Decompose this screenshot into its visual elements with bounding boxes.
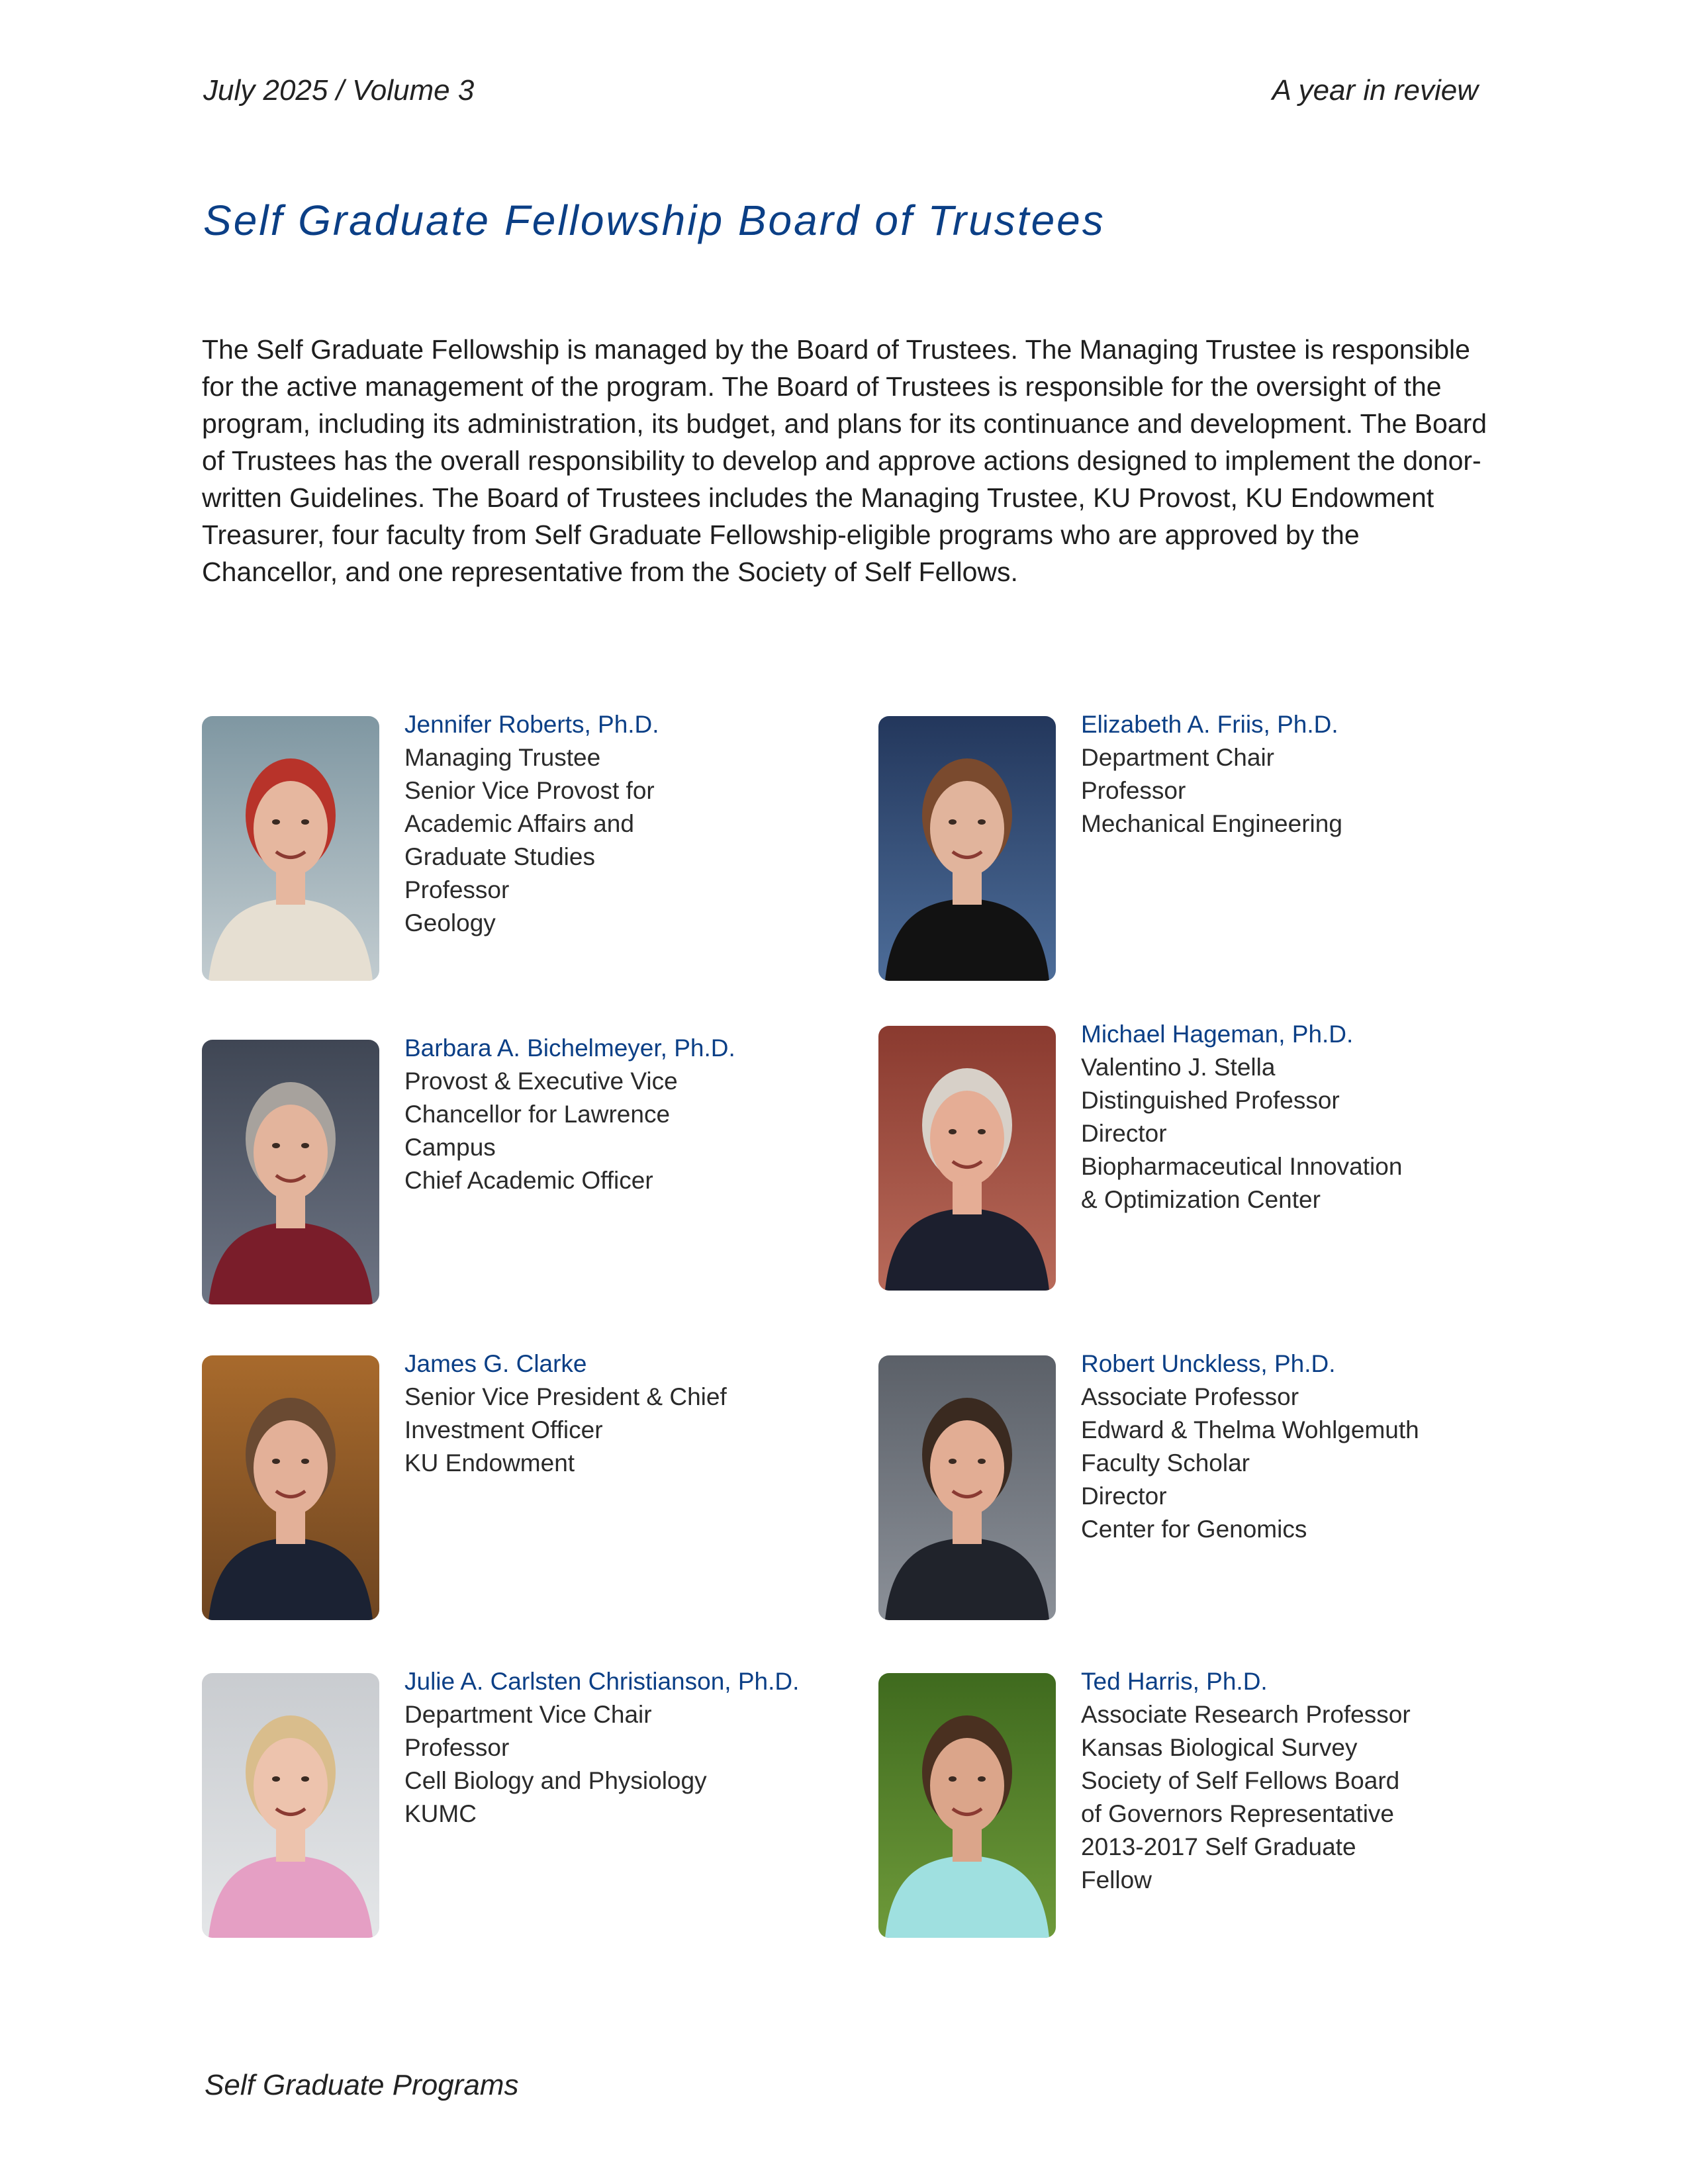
trustee-title-line: Chief Academic Officer xyxy=(404,1167,653,1194)
trustee-title-line: Campus xyxy=(404,1134,496,1161)
trustee-name: Ted Harris, Ph.D. xyxy=(1081,1668,1268,1695)
trustee-titles xyxy=(1081,1381,1544,1546)
trustee-title-line: Director xyxy=(1081,1482,1167,1510)
trustee-name: Jennifer Roberts, Ph.D. xyxy=(404,711,659,738)
trustee-title-line: Department Vice Chair xyxy=(404,1701,652,1728)
trustee-title-line: Director xyxy=(1081,1120,1167,1147)
trustee-title-line: Professor xyxy=(1081,777,1186,804)
trustee-info xyxy=(404,1032,868,1197)
trustee-photo xyxy=(878,716,1056,981)
trustee-titles xyxy=(404,1698,868,1831)
trustee-titles xyxy=(1081,741,1544,841)
trustee-title-line: Fellow xyxy=(1081,1866,1152,1893)
trustee-titles xyxy=(404,1065,868,1197)
trustee-name: Michael Hageman, Ph.D. xyxy=(1081,1021,1354,1048)
trustee-title-line: Associate Professor xyxy=(1081,1383,1299,1410)
trustee-name: James G. Clarke xyxy=(404,1350,587,1377)
trustee-title-line: Professor xyxy=(404,876,510,903)
trustee-title-line: Academic Affairs and xyxy=(404,810,634,837)
trustee-titles xyxy=(1081,1051,1544,1216)
trustee-info xyxy=(404,708,868,940)
trustee-title-line: Managing Trustee xyxy=(404,744,601,771)
trustee-titles xyxy=(404,1381,868,1480)
trustee-title-line: Geology xyxy=(404,909,496,936)
trustee-title-line: Valentino J. Stella xyxy=(1081,1054,1276,1081)
trustee-info xyxy=(1081,1665,1544,1897)
trustee-title-line: Investment Officer xyxy=(404,1416,603,1443)
trustee-card xyxy=(878,1350,1514,1620)
trustee-title-line: Distinguished Professor xyxy=(1081,1087,1340,1114)
trustee-info xyxy=(404,1665,868,1831)
trustee-title-line: KU Endowment xyxy=(404,1449,575,1477)
trustee-title-line: & Optimization Center xyxy=(1081,1186,1321,1213)
trustee-photo xyxy=(202,1355,379,1620)
trustee-title-line: Chancellor for Lawrence xyxy=(404,1101,671,1128)
trustee-card xyxy=(878,711,1514,981)
trustee-title-line: Society of Self Fellows Board xyxy=(1081,1767,1400,1794)
trustee-title-line: Graduate Studies xyxy=(404,843,595,870)
trustee-card xyxy=(202,1668,837,1938)
trustee-title-line: Senior Vice President & Chief xyxy=(404,1383,727,1410)
trustee-title-line: of Governors Representative xyxy=(1081,1800,1395,1827)
trustee-name: Julie A. Carlsten Christianson, Ph.D. xyxy=(404,1668,800,1695)
trustee-photo xyxy=(202,1040,379,1304)
trustee-title-line: Senior Vice Provost for xyxy=(404,777,655,804)
trustee-info xyxy=(404,1347,868,1480)
trustee-card xyxy=(202,711,837,981)
trustee-photo xyxy=(202,716,379,981)
trustee-title-line: Professor xyxy=(404,1734,510,1761)
intro-paragraph: The Self Graduate Fellowship is managed by the Board of Trustees. The Managing Trustee is responsible for the active management of the program. The Board of Trustees is responsible for the oversight of the program, including its administration, its budget, and plans for its continuance and development. The Board of Trustees has the overall responsibility to develop and approve actions designed to implement the donor-written Guidelines. The Board of Trustees includes the Managing Trustee, KU Provost, KU Endowment Treasurer, four faculty from Self Graduate Fellowship-eligible programs who are approved by the Chancellor, and one representative from the Society of Self Fellows. xyxy=(202,334,1487,587)
trustee-card xyxy=(202,1350,837,1620)
trustee-title-line: Center for Genomics xyxy=(1081,1516,1307,1543)
trustee-title-line: Mechanical Engineering xyxy=(1081,810,1342,837)
trustee-title-line: 2013-2017 Self Graduate xyxy=(1081,1833,1356,1860)
trustee-title-line: Faculty Scholar xyxy=(1081,1449,1250,1477)
trustee-name: Elizabeth A. Friis, Ph.D. xyxy=(1081,711,1338,738)
trustee-title-line: Cell Biology and Physiology xyxy=(404,1767,707,1794)
trustee-name: Barbara A. Bichelmeyer, Ph.D. xyxy=(404,1034,735,1062)
trustee-card xyxy=(878,1668,1514,1938)
trustee-card xyxy=(878,1021,1514,1291)
issue-label: July 2025 / Volume 3 xyxy=(203,74,475,107)
trustee-card xyxy=(202,1034,837,1304)
trustee-title-line: KUMC xyxy=(404,1800,477,1827)
trustee-title-line: Kansas Biological Survey xyxy=(1081,1734,1358,1761)
trustee-info xyxy=(1081,1018,1544,1216)
trustee-photo xyxy=(878,1026,1056,1291)
page-title: Self Graduate Fellowship Board of Trustees xyxy=(203,197,1105,244)
trustee-title-line: Associate Research Professor xyxy=(1081,1701,1411,1728)
trustee-name: Robert Unckless, Ph.D. xyxy=(1081,1350,1336,1377)
section-label: A year in review xyxy=(1272,74,1478,107)
trustee-info xyxy=(1081,708,1544,841)
footer-label: Self Graduate Programs xyxy=(205,2069,519,2101)
trustee-title-line: Department Chair xyxy=(1081,744,1275,771)
trustee-titles xyxy=(1081,1698,1544,1897)
trustee-title-line: Provost & Executive Vice xyxy=(404,1068,678,1095)
trustee-photo xyxy=(878,1673,1056,1938)
trustee-title-line: Edward & Thelma Wohlgemuth xyxy=(1081,1416,1419,1443)
trustee-info xyxy=(1081,1347,1544,1546)
trustee-titles xyxy=(404,741,868,940)
trustee-photo xyxy=(878,1355,1056,1620)
trustee-photo xyxy=(202,1673,379,1938)
trustee-title-line: Biopharmaceutical Innovation xyxy=(1081,1153,1403,1180)
